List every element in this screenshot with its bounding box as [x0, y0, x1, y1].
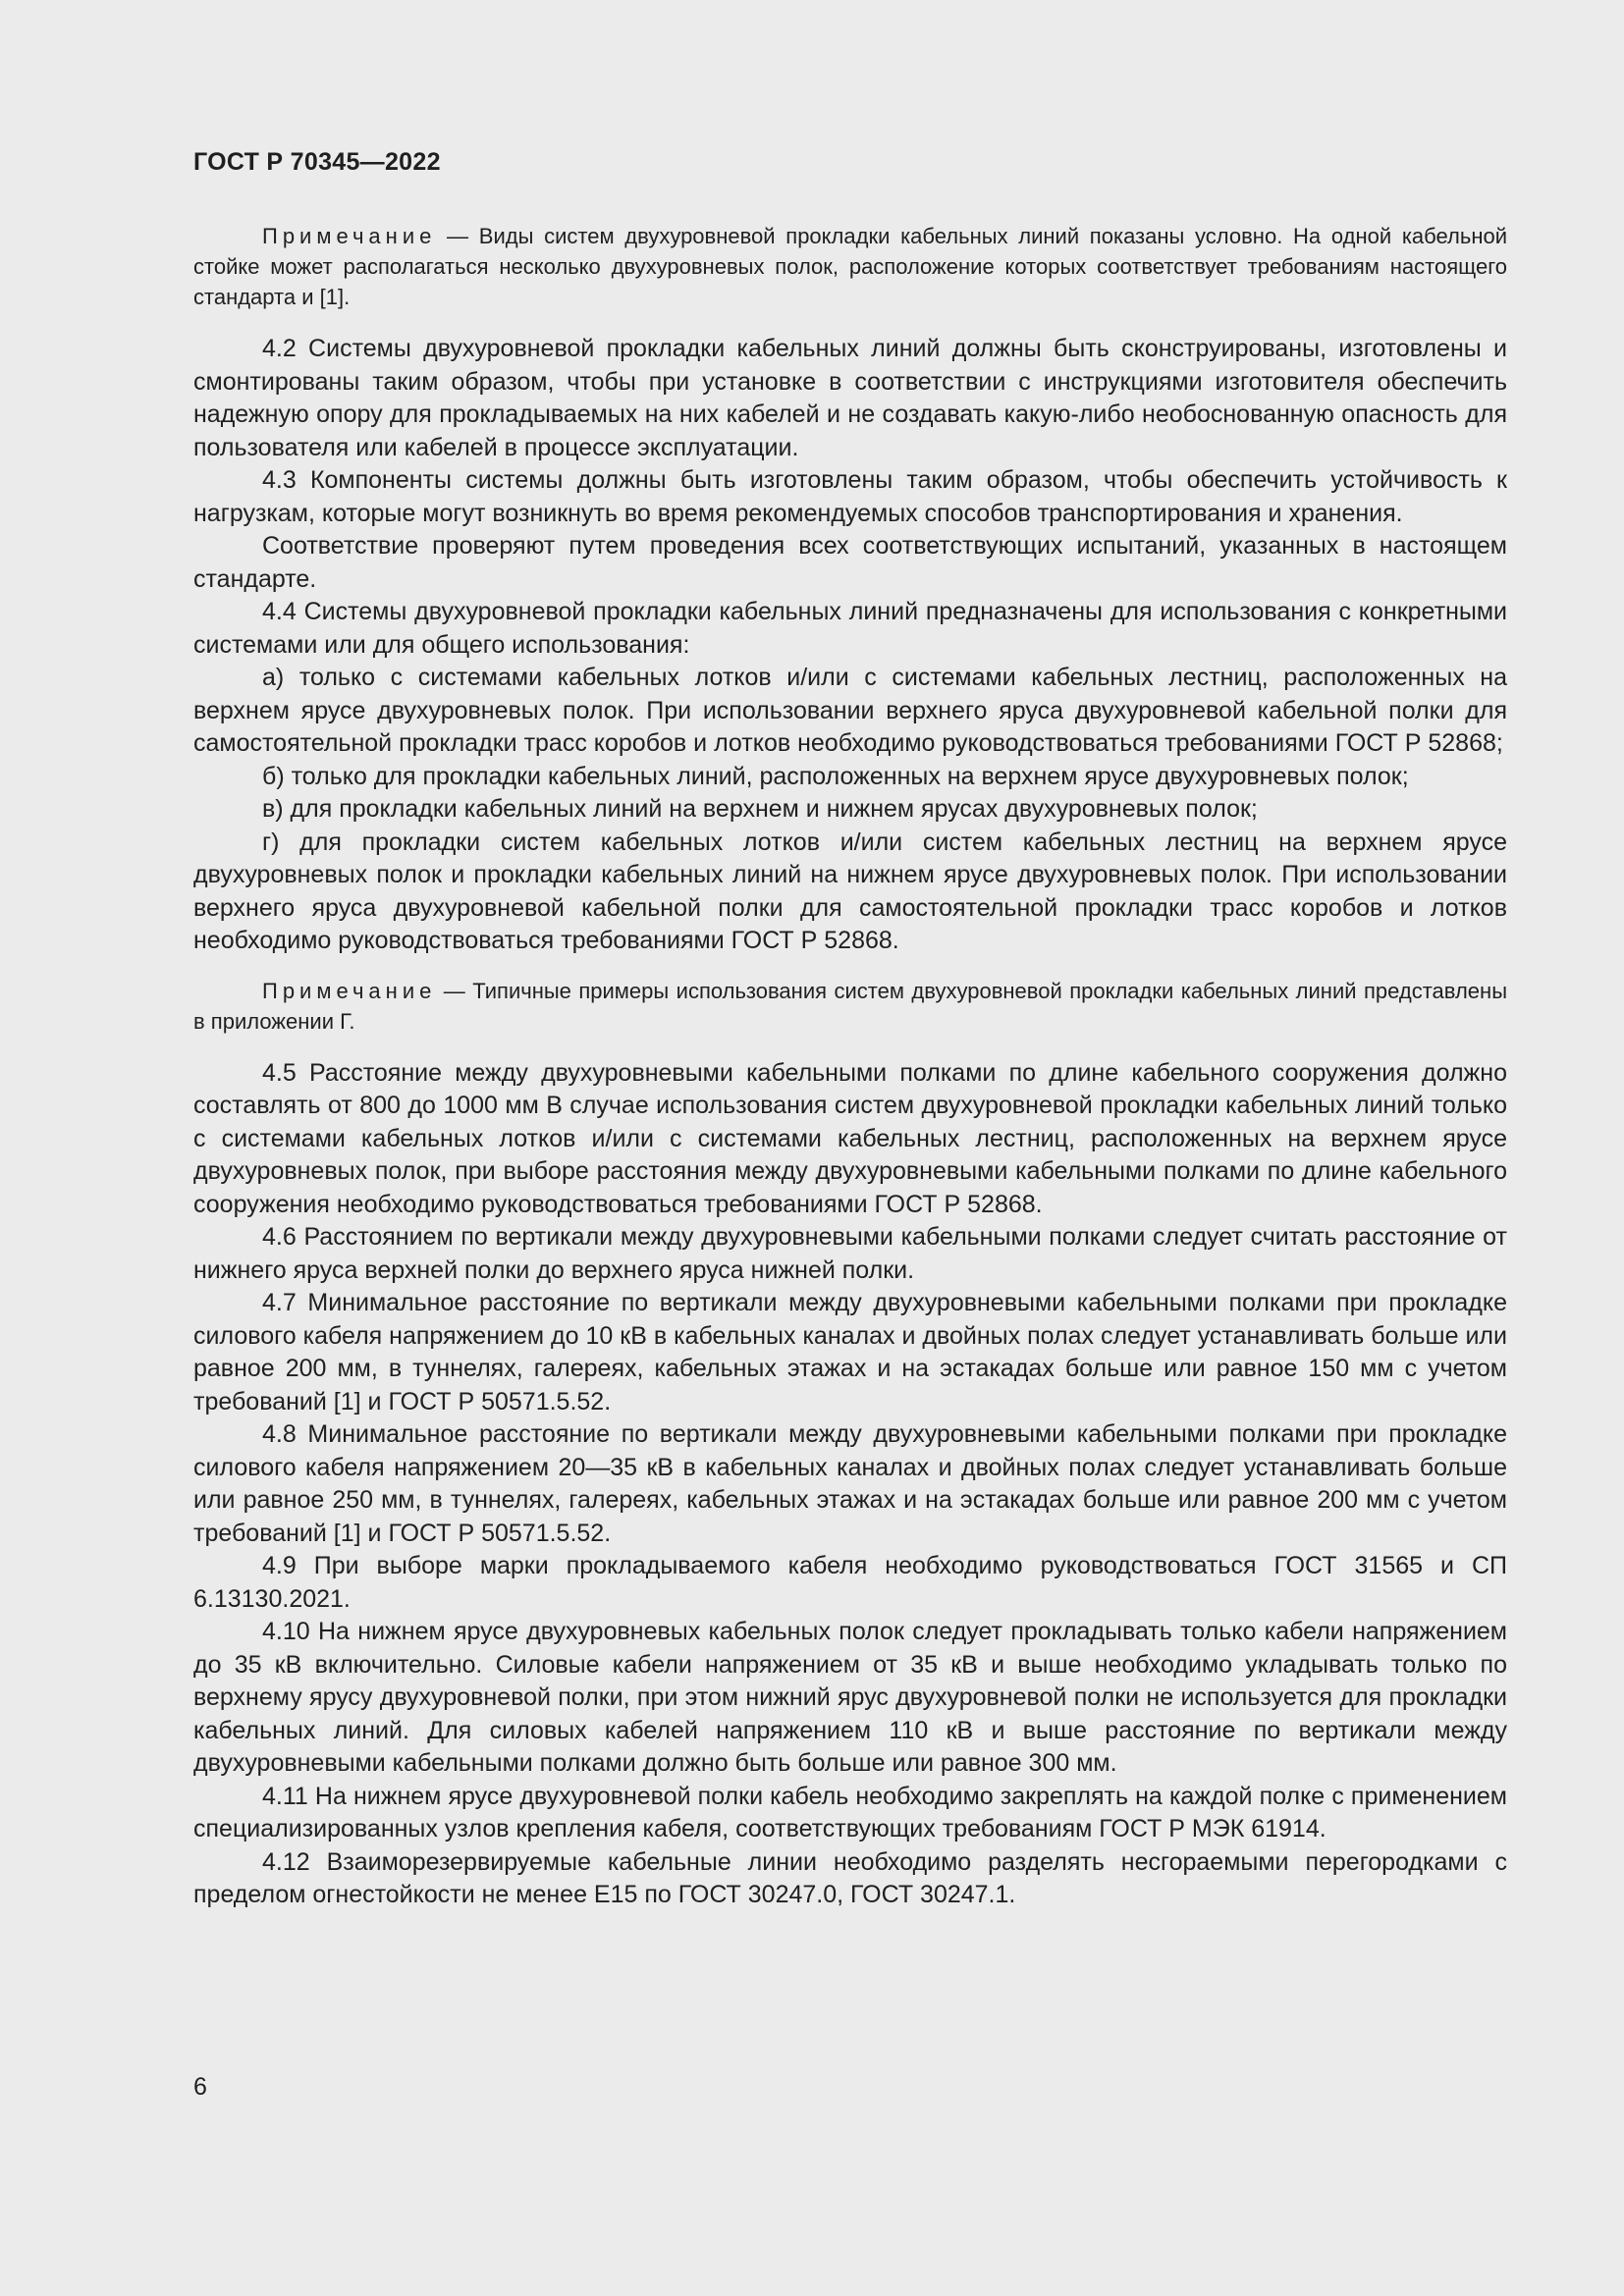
clause-4-9: 4.9 При выборе марки прокладываемого кабеля необходимо руководствоваться ГОСТ 31565 и СП 6.13130.2021. [193, 1552, 1507, 1613]
document-header: ГОСТ Р 70345—2022 [193, 148, 441, 176]
clause-4-3-conformity: Соответствие проверяют путем проведения всех соответствующих испытаний, указанных в настоящем стандарте. [193, 532, 1507, 593]
clause-4-4-item-a: а) только с системами кабельных лотков и/или с системами кабельных лестниц, расположенных на верхнем ярусе двухуровневых полок. При использовании верхнего яруса двухуровневой кабельной полки для самостоятельной прокладки трасс коробов и лотков необходимо руководствоваться требованиями ГОСТ Р 52868; [193, 664, 1507, 757]
note-paragraph [193, 221, 1507, 312]
clause-4-10: 4.10 На нижнем ярусе двухуровневых кабельных полок следует прокладывать только кабели напряжением до 35 кВ включительно. Силовые кабели напряжением от 35 кВ и выше необходимо укладывать только по верхнему ярусу двухуровневой полки, при этом нижний ярус двухуровневой полки не используется для прокладки кабельных линий. Для силовых кабелей напряжением 110 кВ и выше расстояние по вертикали между двухуровневыми кабельными полками должно быть больше или равное 300 мм. [193, 1618, 1507, 1777]
note-text: — Виды систем двухуровневой прокладки кабельных линий показаны условно. На одной кабельной стойке может располагаться несколько двухуровневых полок, расположение которых соответствует требованиям настоящего стандарта и [1]. [193, 224, 1507, 309]
page-number: 6 [193, 2073, 207, 2101]
clause-4-4-item-v: в) для прокладки кабельных линий на верхнем и нижнем ярусах двухуровневых полок; [262, 795, 1258, 823]
clause-4-3: 4.3 Компоненты системы должны быть изготовлены таким образом, чтобы обеспечить устойчивость к нагрузкам, которые могут возникнуть во время рекомендуемых способов транспортирования и хранения. [193, 466, 1507, 527]
clause-4-8: 4.8 Минимальное расстояние по вертикали между двухуровневыми кабельными полками при прокладке силового кабеля напряжением 20—35 кВ в кабельных каналах и двойных полах следует устанавливать больше или равное 250 мм, в туннелях, галереях, кабельных этажах и на эстакадах больше или равное 200 мм с учетом требований [1] и ГОСТ Р 50571.5.52. [193, 1420, 1507, 1547]
clause-4-11: 4.11 На нижнем ярусе двухуровневой полки кабель необходимо закреплять на каждой полке с применением специализированных узлов крепления кабеля, соответствующих требованиям ГОСТ Р МЭК 61914. [193, 1782, 1507, 1842]
clause-4-2: 4.2 Системы двухуровневой прокладки кабельных линий должны быть сконструированы, изготовлены и смонтированы таким образом, чтобы при установке в соответствии с инструкциями изготовителя обеспечить надежную опору для прокладываемых на них кабелей и не создавать какую-либо необоснованную опасность для пользователя или кабелей в процессе эксплуатации. [193, 335, 1507, 461]
clause-4-4-item-b: б) только для прокладки кабельных линий, расположенных на верхнем ярусе двухуровневых полок; [262, 762, 1409, 790]
note-label: Примечание [262, 224, 437, 248]
clause-4-7: 4.7 Минимальное расстояние по вертикали между двухуровневыми кабельными полками при прокладке силового кабеля напряжением до 10 кВ в кабельных каналах и двойных полах следует устанавливать больше или равное 200 мм, в туннелях, галереях, кабельных этажах и на эстакадах больше или равное 150 мм с учетом требований [1] и ГОСТ Р 50571.5.52. [193, 1289, 1507, 1415]
clause-4-6: 4.6 Расстоянием по вертикали между двухуровневыми кабельными полками следует считать расстояние от нижнего яруса верхней полки до верхнего яруса нижней полки. [193, 1223, 1507, 1284]
clause-4-5: 4.5 Расстояние между двухуровневыми кабельными полками по длине кабельного сооружения должно составлять от 800 до 1000 мм В случае использования систем двухуровневой прокладки кабельных линий только с системами кабельных лотков и/или с системами кабельных лестниц, расположенных на верхнем ярусе двухуровневых полок, при выборе расстояния между двухуровневыми кабельными полками по длине кабельного сооружения необходимо руководствоваться требованиями ГОСТ Р 52868. [193, 1058, 1507, 1218]
document-body [193, 221, 1507, 1912]
clause-4-4-item-g: г) для прокладки систем кабельных лотков и/или систем кабельных лестниц на верхнем ярусе двухуровневых полок и прокладки кабельных линий на нижнем ярусе двухуровневых полок. При использовании верхнего яруса двухуровневой кабельной полки для самостоятельной прокладки трасс коробов и лотков необходимо руководствоваться требованиями ГОСТ Р 52868. [193, 828, 1507, 954]
note-label: Примечание [262, 978, 437, 1003]
note-paragraph [193, 976, 1507, 1037]
document-page [193, 0, 1507, 2296]
clause-4-12: 4.12 Взаиморезервируемые кабельные линии необходимо разделять несгораемыми перегородками с пределом огнестойкости не менее Е15 по ГОСТ 30247.0, ГОСТ 30247.1. [193, 1847, 1507, 1908]
clause-4-4: 4.4 Системы двухуровневой прокладки кабельных линий предназначены для использования с конкретными системами или для общего использования: [193, 598, 1507, 659]
note-text: — Типичные примеры использования систем двухуровневой прокладки кабельных линий представлены в приложении Г. [193, 978, 1507, 1034]
